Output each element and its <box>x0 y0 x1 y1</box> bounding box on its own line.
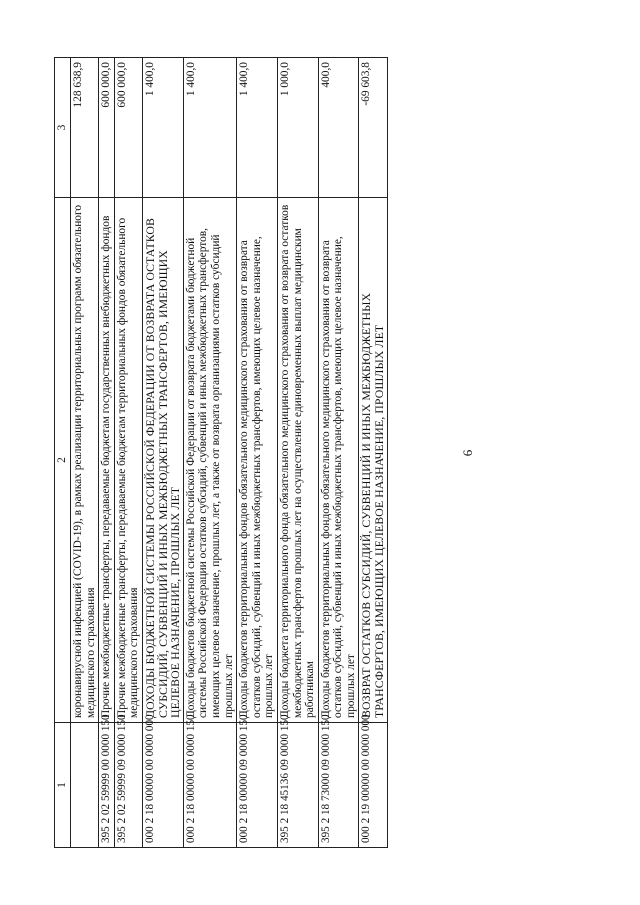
row-name: Доходы бюджета территориального фонда обязательного медицинского страхования от возврата остатков межбюджетных трансфертов прошлых лет на осуществление единовременных выплат медицинским работникам <box>277 197 318 722</box>
table-header-row <box>55 57 71 847</box>
row-name: коронавирусной инфекцией (COVID-19), в рамках реализации территориальных программ обязательного медицинского страхования <box>71 197 99 722</box>
row-amount: 1 400,0 <box>183 57 236 197</box>
row-name: Прочие межбюджетные трансферты, передаваемые бюджетам государственных внебюджетных фондов <box>99 197 115 722</box>
table-row <box>114 57 142 847</box>
row-name: Доходы бюджетов территориальных фондов обязательного медицинского страхования от возврата остатков субсидий, субвенций и иных межбюджетных трансфертов, имеющих целевое назначение, прошлых лет <box>318 197 359 722</box>
row-name: ДОХОДЫ БЮДЖЕТНОЙ СИСТЕМЫ РОССИЙСКОЙ ФЕДЕРАЦИИ ОТ ВОЗВРАТА ОСТАТКОВ СУБСИДИЙ, СУБВЕНЦИЙ И ИНЫХ МЕЖБЮДЖЕТНЫХ ТРАНСФЕРТОВ, ИМЕЮЩИХ ЦЕЛЕВОЕ НАЗНАЧЕНИЕ, ПРОШЛЫХ ЛЕТ <box>142 197 183 722</box>
table-row <box>183 57 236 847</box>
rotated-page <box>56 58 580 848</box>
row-code <box>71 722 99 847</box>
row-amount: 600 000,0 <box>114 57 142 197</box>
table-row <box>99 57 115 847</box>
budget-table-container <box>54 58 388 848</box>
row-amount: -69 603,8 <box>359 57 387 197</box>
row-name: Доходы бюджетов территориальных фондов обязательного медицинского страхования от возврата остатков субсидий, субвенций и иных межбюджетных трансфертов, имеющих целевое назначение, прошлых лет <box>237 197 278 722</box>
budget-table <box>54 57 388 848</box>
table-row <box>71 57 99 847</box>
table-row <box>318 57 359 847</box>
row-code: 000 2 18 00000 09 0000 150 <box>237 722 278 847</box>
table-row <box>237 57 278 847</box>
row-code: 395 2 18 73000 09 0000 150 <box>318 722 359 847</box>
row-name: Доходы бюджетов бюджетной системы Российской Федерации от возврата бюджетами бюджетной системы Российской Федерации остатков субсидий, субвенций и иных межбюджетных трансфертов, имеющих целевое назначение, прошлых лет, а также от возврата организациями остатков субсидий прошлых лет <box>183 197 236 722</box>
row-code: 395 2 02 59999 09 0000 150 <box>114 722 142 847</box>
table-row <box>277 57 318 847</box>
column-header-name: 2 <box>55 197 71 722</box>
row-code: 000 2 18 00000 00 0000 150 <box>183 722 236 847</box>
table-row <box>142 57 183 847</box>
page-number: 6 <box>460 449 475 456</box>
row-amount: 400,0 <box>318 57 359 197</box>
row-code: 395 2 18 45136 09 0000 150 <box>277 722 318 847</box>
row-amount: 1 400,0 <box>142 57 183 197</box>
column-header-code: 1 <box>55 722 71 847</box>
row-amount: 600 000,0 <box>99 57 115 197</box>
column-header-amount: 3 <box>55 57 71 197</box>
row-amount: 128 638,9 <box>71 57 99 197</box>
table-row <box>359 57 387 847</box>
row-code: 000 2 18 00000 00 0000 000 <box>142 722 183 847</box>
row-amount: 1 400,0 <box>237 57 278 197</box>
row-amount: 1 000,0 <box>277 57 318 197</box>
row-name: Прочие межбюджетные трансферты, передаваемые бюджетам территориальных фондов обязательного медицинского страхования <box>114 197 142 722</box>
row-code: 000 2 19 00000 00 0000 000 <box>359 722 387 847</box>
row-name: ВОЗВРАТ ОСТАТКОВ СУБСИДИЙ, СУБВЕНЦИЙ И ИНЫХ МЕЖБЮДЖЕТНЫХ ТРАНСФЕРТОВ, ИМЕЮЩИХ ЦЕЛЕВОЕ НАЗНАЧЕНИЕ, ПРОШЛЫХ ЛЕТ <box>359 197 387 722</box>
row-code: 395 2 02 59999 00 0000 150 <box>99 722 115 847</box>
